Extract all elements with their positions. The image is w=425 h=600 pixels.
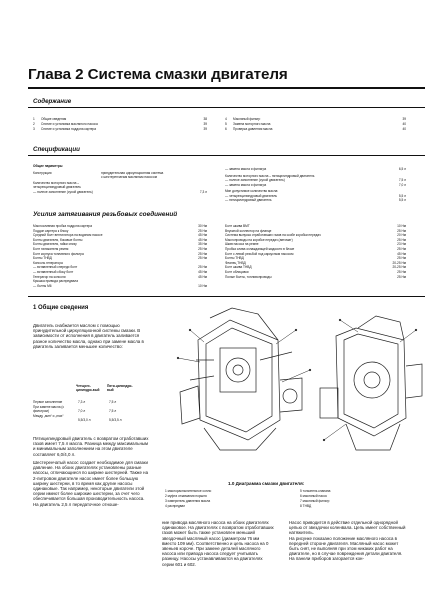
toc-item[interactable]: 3 Снятие и установка поддона картера 39 [33, 127, 207, 131]
table-cell: 7,3 л [78, 400, 86, 404]
spec-row: с шестеренчатым масляным насосом [101, 175, 157, 180]
spec-row: Количество моторного масла – [33, 181, 79, 185]
torque-row: Болт облицовки 25 Нм [225, 270, 406, 274]
torques-left [33, 224, 207, 288]
toc-item[interactable]: 6 Проверка давления масла 40 [225, 127, 406, 131]
torque-row: Болты двигателя, боковые болты 45 Нм [33, 237, 207, 242]
torques-right [225, 224, 406, 282]
spec-row: — пятицилиндровый двигатель 5,5 л [225, 198, 406, 202]
specs-rule [28, 155, 425, 156]
table-head-five: Пяти-цилиндро-вый [107, 384, 133, 393]
torque-row: Болт шкива ВМТ 10 Нм [225, 224, 406, 228]
table-cell: 7,0 л [78, 409, 86, 413]
torque-row: Маслопроводы на коробке передач (автомат) 25 Нм [225, 237, 406, 242]
table-row: При замене масла (с фильтром) [33, 405, 65, 414]
table-cell: 5,5/3,0 л [78, 418, 91, 422]
spec-row: четырехцилиндровый двигатель [33, 185, 81, 190]
legend-item: 5 толкатель клапана [300, 489, 331, 493]
section1-heading: 1 Общие сведения [33, 305, 89, 311]
spec-row: Конструкция принудительная циркуляционная система [33, 171, 164, 175]
spec-row: — полное заполнение (сухой двигатель) 7,5 л [225, 178, 406, 182]
torque-row: Впускной коллектор на фланце 25 Нм [225, 228, 406, 233]
spec-row: Количество моторного масла – пятицилиндровый двигатель [225, 173, 315, 178]
toc-item[interactable]: 4 Масляный фильтр 39 [225, 117, 406, 121]
middle-column-text: ние привода масляного насоса на обоих двигателях одинаковое. На двигателях с возвратом отработавших газов может быть также установлен меньший звездочный масляный насос (диаметром 76 мм вместо 109 мм). Соответственно и цепь насоса на 0 звеньев короче. При замене деталей масляного насоса или привода насоса следует учитывать разницу. Насосы устанавливаются на двигателях серии 601 и 602. [162, 520, 274, 567]
table-cell: 7,5 л [109, 400, 117, 404]
contents-left [33, 117, 207, 135]
torque-row: Пробка слива охлаждающей жидкости в блоке 25 Нм [225, 247, 406, 251]
torque-row: Болт натяжителя ремня 25 Нм [33, 247, 207, 251]
engine-lubrication-diagram [160, 300, 425, 470]
table-head-four: Четырех-цилиндро-вый [76, 384, 100, 393]
table-cell: 7,5 л [109, 409, 117, 413]
spec-row: Мин допустимое количество масла: [225, 189, 279, 193]
torque-row: Средний болт вентилятора на водяном насосе 45 Нм [33, 233, 207, 238]
torque-row: Полые болты, топливопроводы 25 Нм [225, 274, 406, 279]
torque-row: Болт с левой резьбой под каркусным насосом 45 Нм [225, 251, 406, 256]
torque-row: Шкив насоса на ремне 23 Нм [225, 242, 406, 247]
oil-volume-table [33, 384, 137, 420]
section1-para1: Двигатель снабжается маслом с помощью принудительной циркуляционной системы смазки. В зависимости от исполнения в двигатель заливается разное количество масла, однако при замене масла в двигатель заливается меньшее количество: [33, 323, 144, 349]
specs-left [33, 171, 207, 197]
legend-item: 6 масляный насос [300, 494, 328, 498]
torque-row: Фланец ТНВД 20-25 Нм [225, 260, 406, 265]
torque-row: Болт шкива ТНВД 20-25 Нм [225, 265, 406, 270]
torque-row: Поддон картера к блоку 25 Нм [33, 228, 207, 233]
figure-legend-right [300, 489, 400, 513]
table-row: Первое заполнение [33, 400, 63, 404]
legend-item: 2 муфта отжимания поршня [165, 494, 207, 498]
spec-row: — четырехцилиндровый двигатель 5,5 л [225, 193, 406, 198]
table-cell: 5,5/3,5 л [109, 418, 122, 422]
torque-row: Маслосливная пробка поддона картера 30 Нм [33, 224, 207, 228]
torque-row: Консоль генератора [33, 260, 63, 265]
toc-item[interactable]: 5 Замена моторного масла 40 [225, 122, 406, 126]
section1-rule [28, 296, 425, 297]
torque-row: — болты М6 10 Нм [33, 283, 207, 288]
section1-para2: Пятицилиндровый двигатель с возвратом отработавших газов имеет 7,5 л масла. Разница между максимальным и минимальным заполнением на этом двигателе составляет 6,0/4,0 л. [33, 436, 149, 457]
specs-general-heading: Общие параметры [33, 164, 63, 168]
figure-caption: 1.0 Диаграмма смазки двигателя: [228, 481, 305, 486]
legend-item: 4 распредвал [165, 504, 186, 508]
toc-item[interactable]: 1 Общие сведения 38 [33, 117, 207, 121]
legend-item: 1 маслораспылительное сопло [165, 489, 212, 493]
torque-row: Болты двигателя, гайки снизу 35 Нм [33, 242, 207, 247]
toc-item[interactable]: 2 Снятие и установка масляного насоса 39 [33, 122, 207, 126]
contents-right [225, 117, 406, 135]
torque-row: Болт корпуса топливного фильтра 25 Нм [33, 251, 207, 256]
legend-item: 7 масляный фильтр [300, 499, 330, 503]
specs-heading: Спецификации [33, 146, 80, 153]
figure-legend-left [165, 489, 265, 513]
spec-row: — замена масла и фильтра 6,5 л [225, 167, 406, 171]
specs-right [225, 167, 406, 217]
title-rule [28, 87, 425, 89]
section1-para3: Шестеренчатый насос создает необходимое для смазки давление. На обоих двигателях установлены разные насосы, отличающиеся по ширине шестерней. Также на 2-литровом двигателе насос имеет более большую ширину шестерни, в то время как другие насосы одинаковые. Так например, некоторые двигатели этой серии имеют более широкие шестерни, за счет чего обеспечивается большая производительность насоса. На двигатель 2,5 л передаточное отноше- [33, 460, 149, 507]
legend-item: 8 ТНВД [300, 504, 312, 508]
spec-row: — замена масла и фильтра 7,0 л [225, 182, 406, 187]
torque-row: Болты ТНВД 25 Нм [225, 256, 406, 261]
torque-row: Генератор на консоли 45 Нм [33, 274, 207, 279]
torque-row: — вставленный спереди болт 25 Нм [33, 265, 207, 270]
spec-row: — полное заполнение (сухой двигатель) 7,3 л [33, 189, 207, 194]
torque-row: — вставленный сбоку болт 45 Нм [33, 270, 207, 274]
table-row: Между „мин“ и „max“ [33, 414, 64, 418]
torque-row: Крышка привода распредвала [33, 279, 79, 284]
contents-rule [28, 107, 425, 108]
torque-row: Система выпуска отработавших газов на скобе коробки передач 20 Нм [225, 233, 406, 238]
contents-heading: Содержание [33, 98, 72, 105]
torque-row: Болты ТНВД 25 Нм [33, 256, 207, 261]
right-column-text: Насос приводится в действие отдельной однорядной цепью от звездочки коленвала. Цепь имеет собственный натяжитель. На рисунке показано положение масляного насоса в передней стороне двигателя. Масляный насос может быть снят, не выполняя при этом никаких работ на двигателе, но в случае повреждения детали двигателя. На панели приборов загорается кон- [289, 520, 406, 562]
chapter-title: Глава 2 Система смазки двигателя [28, 66, 288, 83]
legend-item: 3 измеритель давления масла [165, 499, 211, 503]
torques-heading: Усилия затягивания резьбовых соединений [33, 211, 178, 218]
